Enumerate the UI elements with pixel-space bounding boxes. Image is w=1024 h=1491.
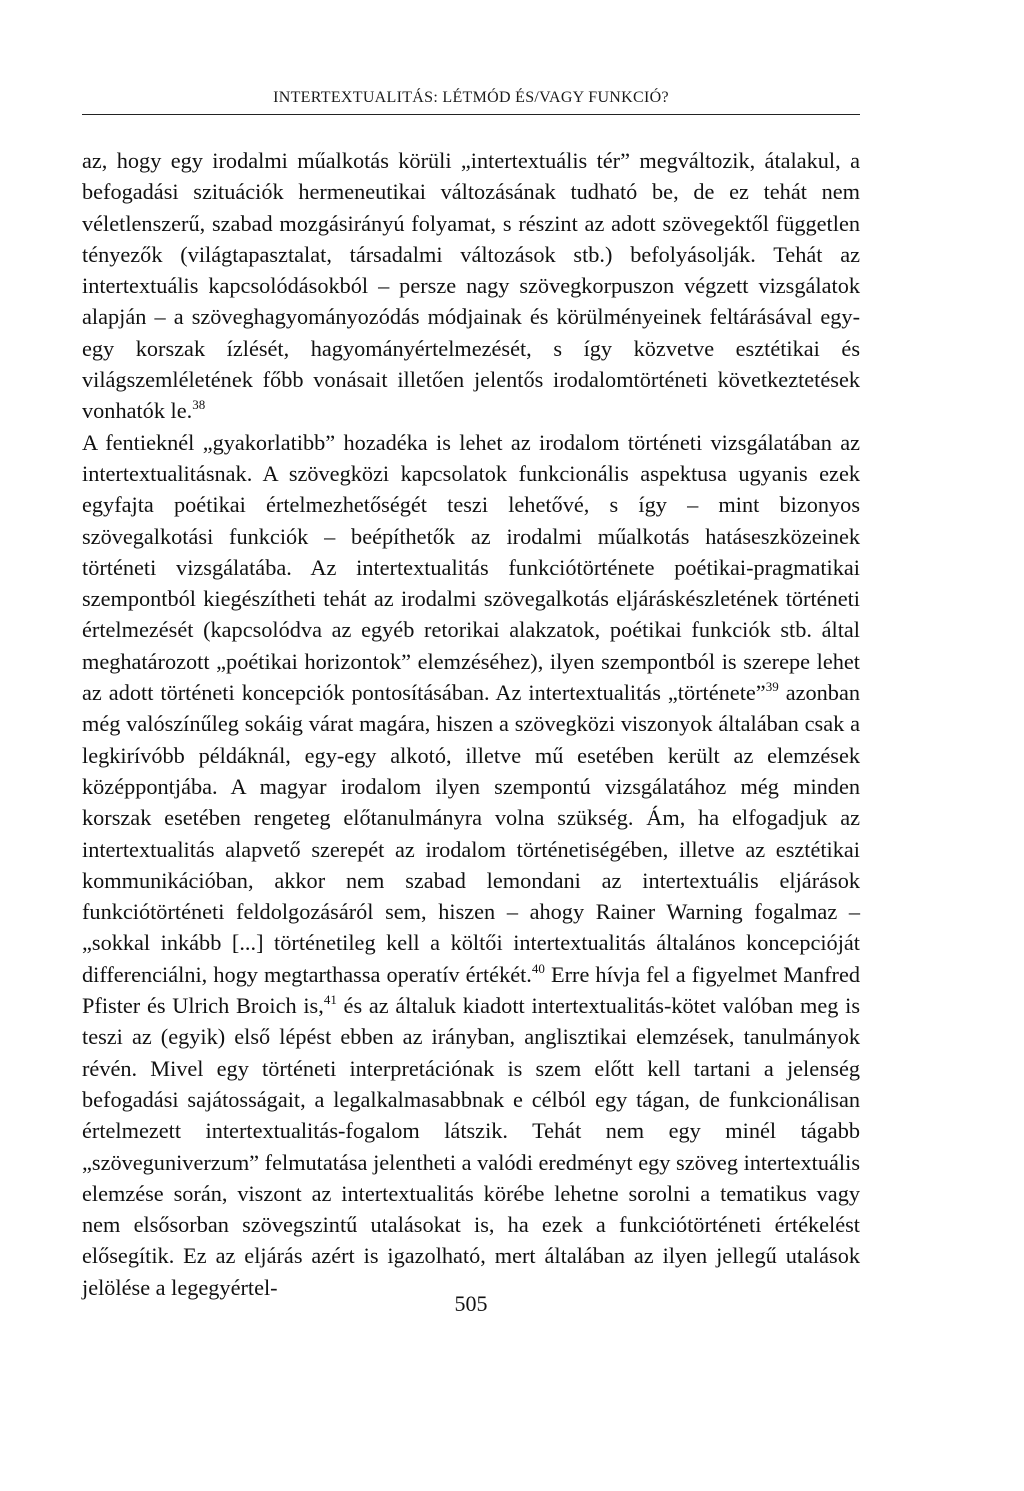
paragraph-2-text-a: A fentieknél „gyakorlatibb” hozadéka is lehet az irodalom történeti vizsgálatában az intertextualitásnak. A szövegközi kapcsolatok funkcionális aspektusa ugyanis ezek egyfajta poétikai értelmezhetőségét teszi lehetővé, s így – mint bizonyos szövegalkotási funkciók – beépíthetők az irodalmi műalkotás hatáseszközeinek történeti vizsgálatába. Az intertextualitás funkciótörténete poétikai-pragmatikai szempontból kiegészítheti tehát az irodalmi szövegalkotás eljáráskészletének történeti értelmezését (kapcsolódva az egyéb retorikai alakzatok, poétikai funkciók stb. által meghatározott „poétikai horizontok” elemzéséhez), ilyen szempontból is szerepe lehet az adott történeti koncepciók pontosításában. Az intertextualitás „története” <box>82 429 860 706</box>
footnote-ref-40[interactable]: 40 <box>531 960 545 976</box>
paragraph-2-text-c: Erre hívja fel a figyelmet Manfred Pfister és Ulrich Broich is, <box>82 961 860 1019</box>
page-number: 505 <box>454 1291 488 1316</box>
footnote-ref-41[interactable]: 41 <box>323 992 337 1008</box>
paragraph-2-text-b: azonban még valószínűleg sokáig várat magára, hiszen a szövegközi viszonyok általában csak a legkirívóbb példáknál, egy-egy alkotó, illetve mű esetében került az elemzések középpontjába. A magyar irodalom ilyen szempontú vizsgálatához még minden korszak esetében rengeteg előtanulmányra volna szükség. Ám, ha elfogadjuk az intertextualitás alapvető szerepét az irodalom történetiségében, illetve az esztétikai kommunikációban, akkor nem szabad lemondani az intertextuális eljárások funkciótörténeti feldolgozásáról sem, hiszen – ahogy Rainer Warning fogalmaz – „sokkal inkább [...] történetileg kell a költői intertextualitás általános koncepcióját differenciálni, hogy megtarthassa operatív értékét. <box>82 680 860 987</box>
footnote-ref-38[interactable]: 38 <box>192 397 206 413</box>
paragraph-2-text-d: és az általuk kiadott intertextualitás-kötet valóban meg is teszi az (egyik) első lépést ebben az irányban, anglisztikai elemzések, tanulmányok révén. Mivel egy történeti interpretációnak is szem előtt kell tartani a jelenség befogadási sajátosságait, a legalkalmasabbnak e célból egy tágan, de funkcionálisan értelmezett intertextualitás-fogalom látszik. Tehát nem egy minél tágabb „szöveguniverzum” felmutatása jelentheti a valódi eredményt egy szöveg intertextuális elemzése során, viszont az intertextualitás körébe lehetne sorolni a tematikus vagy nem elsősorban szövegszintű utalásokat is, ha ezek a funkciótörténeti értékelést elősegítik. Ez az eljárás azért is igazolható, mert általában az ilyen jellegű utalások jelölése a legegyértel- <box>82 993 860 1300</box>
body-text <box>82 145 860 1303</box>
paragraph-2 <box>82 427 860 1303</box>
running-header: INTERTEXTUALITÁS: LÉTMÓD ÉS/VAGY FUNKCIÓ? <box>273 89 669 106</box>
header-rule <box>82 114 860 115</box>
paragraph-1 <box>82 145 860 427</box>
paragraph-1-text: az, hogy egy irodalmi műalkotás körüli „intertextuális tér” megváltozik, átalakul, a befogadási szituációk hermeneutikai változásának tudható be, de ez tehát nem véletlenszerű, szabad mozgásirányú folyamat, s részint az adott szövegektől független tényezők (világtapasztalat, társadalmi változások stb.) befolyásolják. Tehát az intertextuális kapcsolódásokból – persze nagy szövegkorpuszon végzett vizsgálatok alapján – a szöveghagyományozódás módjainak és körülményeinek feltárásával egy-egy korszak ízlését, hagyományértelmezését, s így közvetve esztétikai és világszemléletének főbb vonásait illetően jelentős irodalomtörténeti következtetések vonhatók le. <box>82 148 860 424</box>
footnote-ref-39[interactable]: 39 <box>765 679 779 695</box>
